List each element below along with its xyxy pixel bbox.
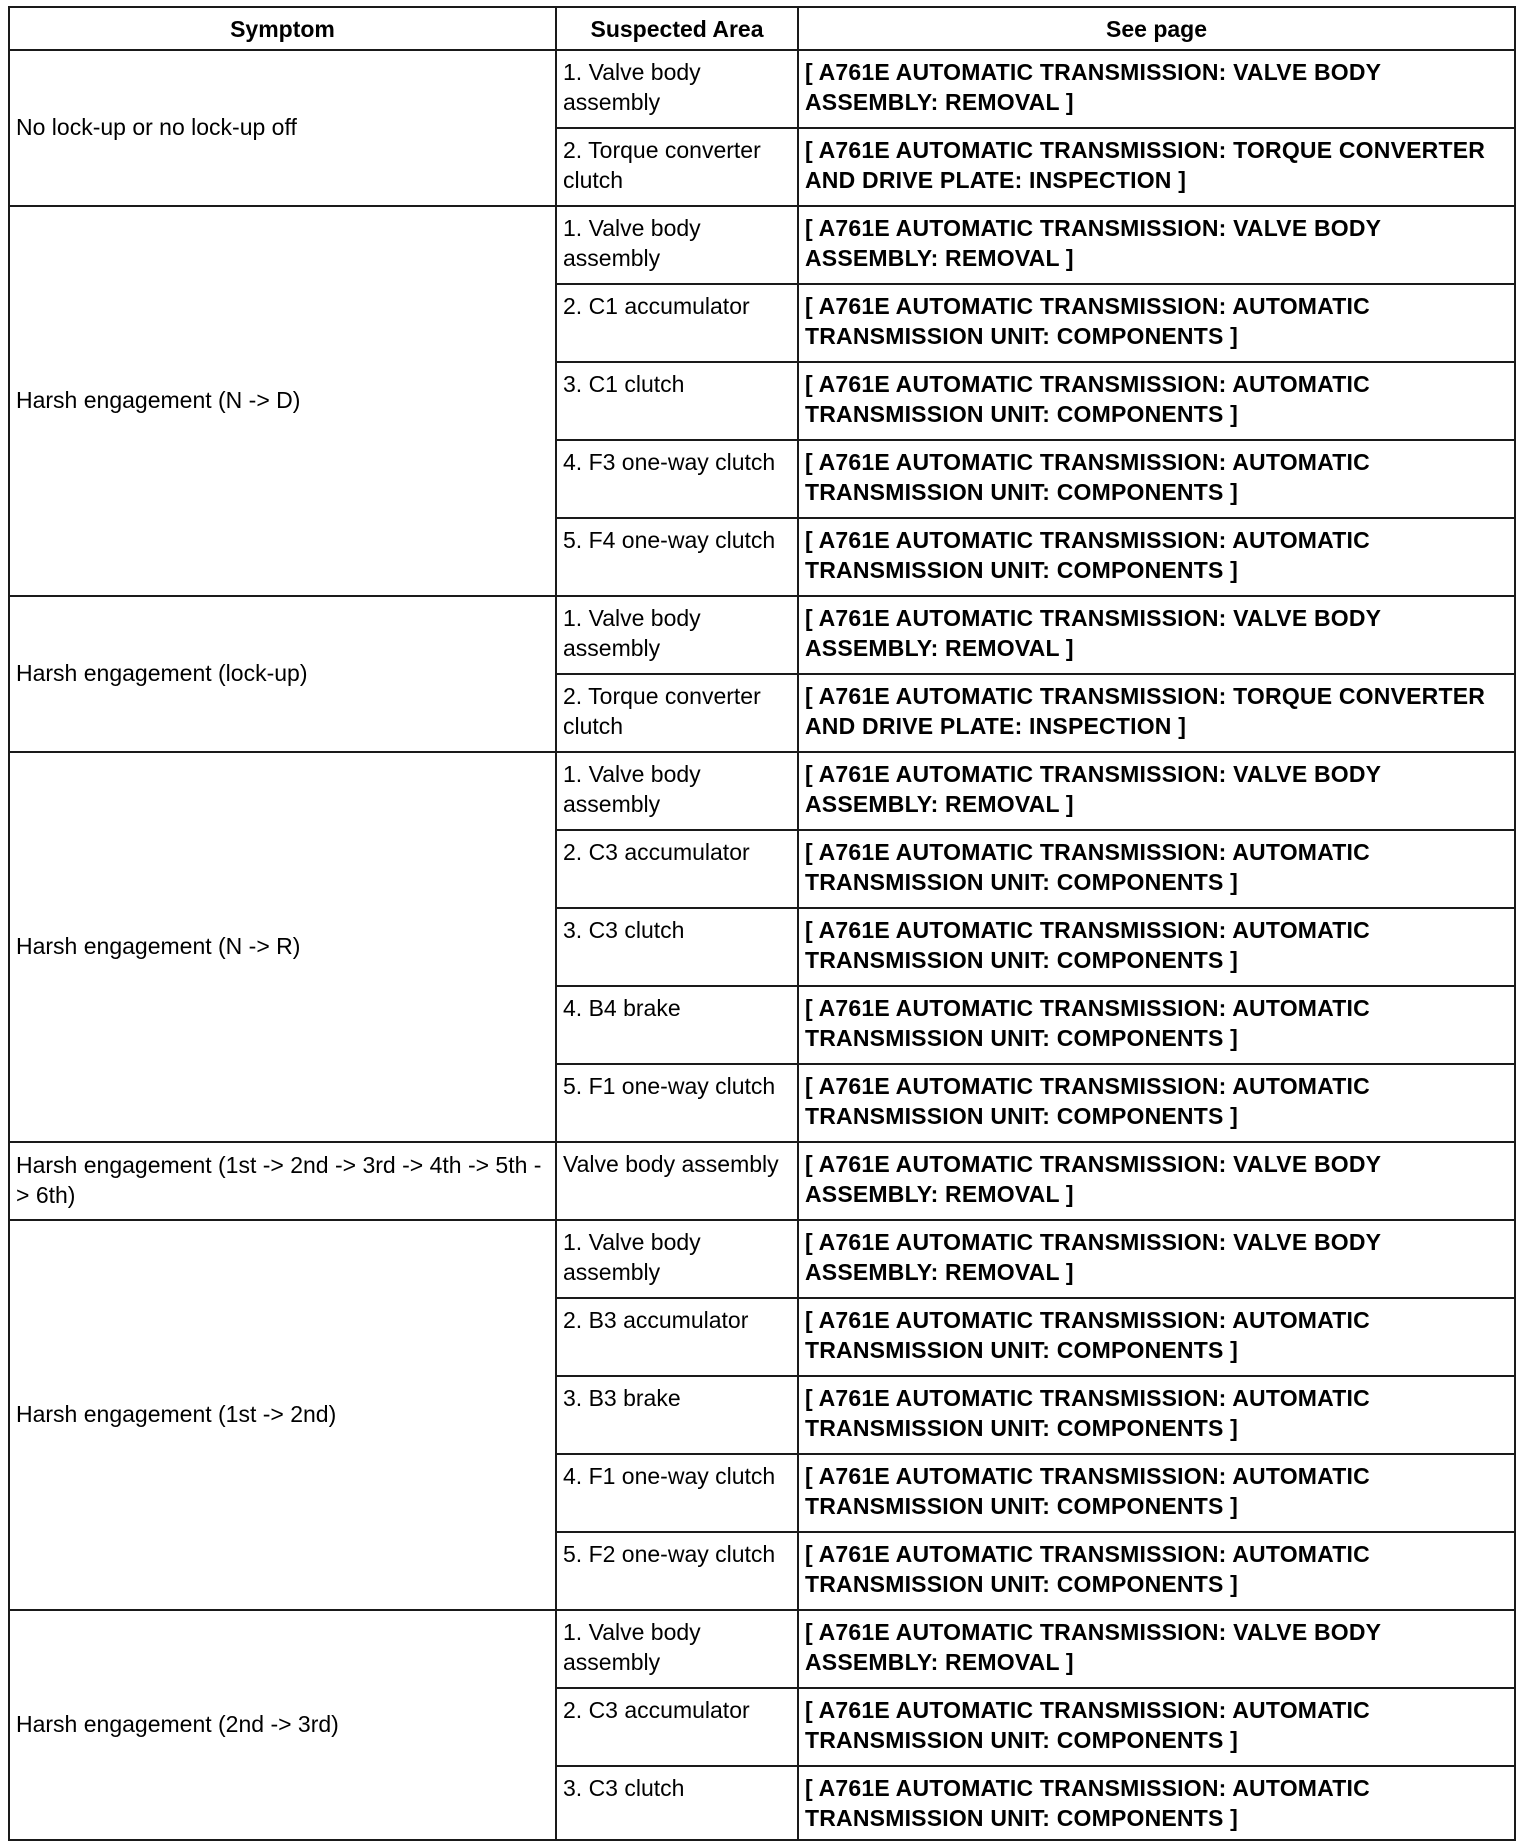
see-page-cell [798, 1220, 1515, 1298]
suspected-area-cell: Valve body assembly [556, 1142, 798, 1220]
see-page-link[interactable]: [ A761E AUTOMATIC TRANSMISSION: AUTOMATIC TRANSMISSION UNIT: COMPONENTS ] [805, 371, 1370, 427]
see-page-cell [798, 128, 1515, 206]
see-page-cell [798, 986, 1515, 1064]
suspected-area-cell: 2. C3 accumulator [556, 830, 798, 908]
suspected-area-cell: 1. Valve body assembly [556, 596, 798, 674]
suspected-area-cell: 1. Valve body assembly [556, 206, 798, 284]
see-page-cell [798, 1688, 1515, 1766]
symptom-cell: No lock-up or no lock-up off [9, 50, 556, 206]
see-page-cell [798, 752, 1515, 830]
see-page-cell [798, 674, 1515, 752]
see-page-link[interactable]: [ A761E AUTOMATIC TRANSMISSION: AUTOMATIC TRANSMISSION UNIT: COMPONENTS ] [805, 293, 1370, 349]
see-page-link[interactable]: [ A761E AUTOMATIC TRANSMISSION: VALVE BODY ASSEMBLY: REMOVAL ] [805, 1229, 1381, 1285]
table-row [9, 50, 1515, 128]
see-page-cell [798, 1142, 1515, 1220]
see-page-cell [798, 908, 1515, 986]
see-page-cell [798, 206, 1515, 284]
suspected-area-cell: 2. Torque converter clutch [556, 128, 798, 206]
troubleshooting-sheet [8, 6, 1516, 1841]
suspected-area-cell: 2. C1 accumulator [556, 284, 798, 362]
see-page-link[interactable]: [ A761E AUTOMATIC TRANSMISSION: VALVE BODY ASSEMBLY: REMOVAL ] [805, 215, 1381, 271]
see-page-link[interactable]: [ A761E AUTOMATIC TRANSMISSION: TORQUE CONVERTER AND DRIVE PLATE: INSPECTION ] [805, 137, 1486, 193]
suspected-area-cell: 2. Torque converter clutch [556, 674, 798, 752]
see-page-link[interactable]: [ A761E AUTOMATIC TRANSMISSION: AUTOMATIC TRANSMISSION UNIT: COMPONENTS ] [805, 995, 1370, 1051]
table-row [9, 752, 1515, 830]
see-page-link[interactable]: [ A761E AUTOMATIC TRANSMISSION: AUTOMATIC TRANSMISSION UNIT: COMPONENTS ] [805, 1697, 1370, 1753]
see-page-link[interactable]: [ A761E AUTOMATIC TRANSMISSION: AUTOMATIC TRANSMISSION UNIT: COMPONENTS ] [805, 1307, 1370, 1363]
see-page-cell [798, 50, 1515, 128]
see-page-link[interactable]: [ A761E AUTOMATIC TRANSMISSION: AUTOMATIC TRANSMISSION UNIT: COMPONENTS ] [805, 839, 1370, 895]
see-page-link[interactable]: [ A761E AUTOMATIC TRANSMISSION: VALVE BODY ASSEMBLY: REMOVAL ] [805, 1151, 1381, 1207]
suspected-area-cell: 1. Valve body assembly [556, 1220, 798, 1298]
see-page-link[interactable]: [ A761E AUTOMATIC TRANSMISSION: AUTOMATIC TRANSMISSION UNIT: COMPONENTS ] [805, 1385, 1370, 1441]
suspected-area-cell: 3. C3 clutch [556, 1766, 798, 1840]
table-header-row [9, 7, 1515, 50]
table-row [9, 206, 1515, 284]
see-page-cell [798, 830, 1515, 908]
see-page-cell [798, 518, 1515, 596]
symptom-cell: Harsh engagement (lock-up) [9, 596, 556, 752]
header-suspected-area: Suspected Area [556, 7, 798, 50]
see-page-cell [798, 1376, 1515, 1454]
see-page-link[interactable]: [ A761E AUTOMATIC TRANSMISSION: AUTOMATIC TRANSMISSION UNIT: COMPONENTS ] [805, 1073, 1370, 1129]
symptom-cell: Harsh engagement (2nd -> 3rd) [9, 1610, 556, 1840]
suspected-area-cell: 3. B3 brake [556, 1376, 798, 1454]
see-page-cell [798, 1532, 1515, 1610]
see-page-link[interactable]: [ A761E AUTOMATIC TRANSMISSION: AUTOMATIC TRANSMISSION UNIT: COMPONENTS ] [805, 527, 1370, 583]
suspected-area-cell: 2. C3 accumulator [556, 1688, 798, 1766]
see-page-link[interactable]: [ A761E AUTOMATIC TRANSMISSION: AUTOMATIC TRANSMISSION UNIT: COMPONENTS ] [805, 1463, 1370, 1519]
see-page-link[interactable]: [ A761E AUTOMATIC TRANSMISSION: VALVE BODY ASSEMBLY: REMOVAL ] [805, 1619, 1381, 1675]
suspected-area-cell: 5. F4 one-way clutch [556, 518, 798, 596]
table-row [9, 1142, 1515, 1220]
header-see-page: See page [798, 7, 1515, 50]
suspected-area-cell: 4. F3 one-way clutch [556, 440, 798, 518]
see-page-link[interactable]: [ A761E AUTOMATIC TRANSMISSION: AUTOMATIC TRANSMISSION UNIT: COMPONENTS ] [805, 1775, 1370, 1831]
see-page-link[interactable]: [ A761E AUTOMATIC TRANSMISSION: AUTOMATIC TRANSMISSION UNIT: COMPONENTS ] [805, 449, 1370, 505]
see-page-cell [798, 1454, 1515, 1532]
suspected-area-cell: 1. Valve body assembly [556, 50, 798, 128]
see-page-link[interactable]: [ A761E AUTOMATIC TRANSMISSION: VALVE BODY ASSEMBLY: REMOVAL ] [805, 761, 1381, 817]
symptom-cell: Harsh engagement (1st -> 2nd) [9, 1220, 556, 1610]
symptom-cell: Harsh engagement (N -> R) [9, 752, 556, 1142]
table-row [9, 596, 1515, 674]
suspected-area-cell: 1. Valve body assembly [556, 1610, 798, 1688]
suspected-area-cell: 5. F1 one-way clutch [556, 1064, 798, 1142]
see-page-cell [798, 1064, 1515, 1142]
see-page-link[interactable]: [ A761E AUTOMATIC TRANSMISSION: AUTOMATIC TRANSMISSION UNIT: COMPONENTS ] [805, 917, 1370, 973]
suspected-area-cell: 3. C1 clutch [556, 362, 798, 440]
table-body [9, 50, 1515, 1840]
suspected-area-cell: 1. Valve body assembly [556, 752, 798, 830]
suspected-area-cell: 5. F2 one-way clutch [556, 1532, 798, 1610]
see-page-cell [798, 1766, 1515, 1840]
suspected-area-cell: 4. F1 one-way clutch [556, 1454, 798, 1532]
header-symptom: Symptom [9, 7, 556, 50]
table-row [9, 1610, 1515, 1688]
suspected-area-cell: 3. C3 clutch [556, 908, 798, 986]
table-row [9, 1220, 1515, 1298]
suspected-area-cell: 2. B3 accumulator [556, 1298, 798, 1376]
see-page-cell [798, 440, 1515, 518]
see-page-cell [798, 1298, 1515, 1376]
see-page-cell [798, 1610, 1515, 1688]
see-page-link[interactable]: [ A761E AUTOMATIC TRANSMISSION: AUTOMATIC TRANSMISSION UNIT: COMPONENTS ] [805, 1541, 1370, 1597]
see-page-link[interactable]: [ A761E AUTOMATIC TRANSMISSION: VALVE BODY ASSEMBLY: REMOVAL ] [805, 605, 1381, 661]
symptom-table [8, 6, 1516, 1841]
symptom-cell: Harsh engagement (1st -> 2nd -> 3rd -> 4th -> 5th -> 6th) [9, 1142, 556, 1220]
see-page-link[interactable]: [ A761E AUTOMATIC TRANSMISSION: VALVE BODY ASSEMBLY: REMOVAL ] [805, 59, 1381, 115]
see-page-cell [798, 284, 1515, 362]
suspected-area-cell: 4. B4 brake [556, 986, 798, 1064]
see-page-cell [798, 362, 1515, 440]
see-page-cell [798, 596, 1515, 674]
symptom-cell: Harsh engagement (N -> D) [9, 206, 556, 596]
see-page-link[interactable]: [ A761E AUTOMATIC TRANSMISSION: TORQUE CONVERTER AND DRIVE PLATE: INSPECTION ] [805, 683, 1486, 739]
